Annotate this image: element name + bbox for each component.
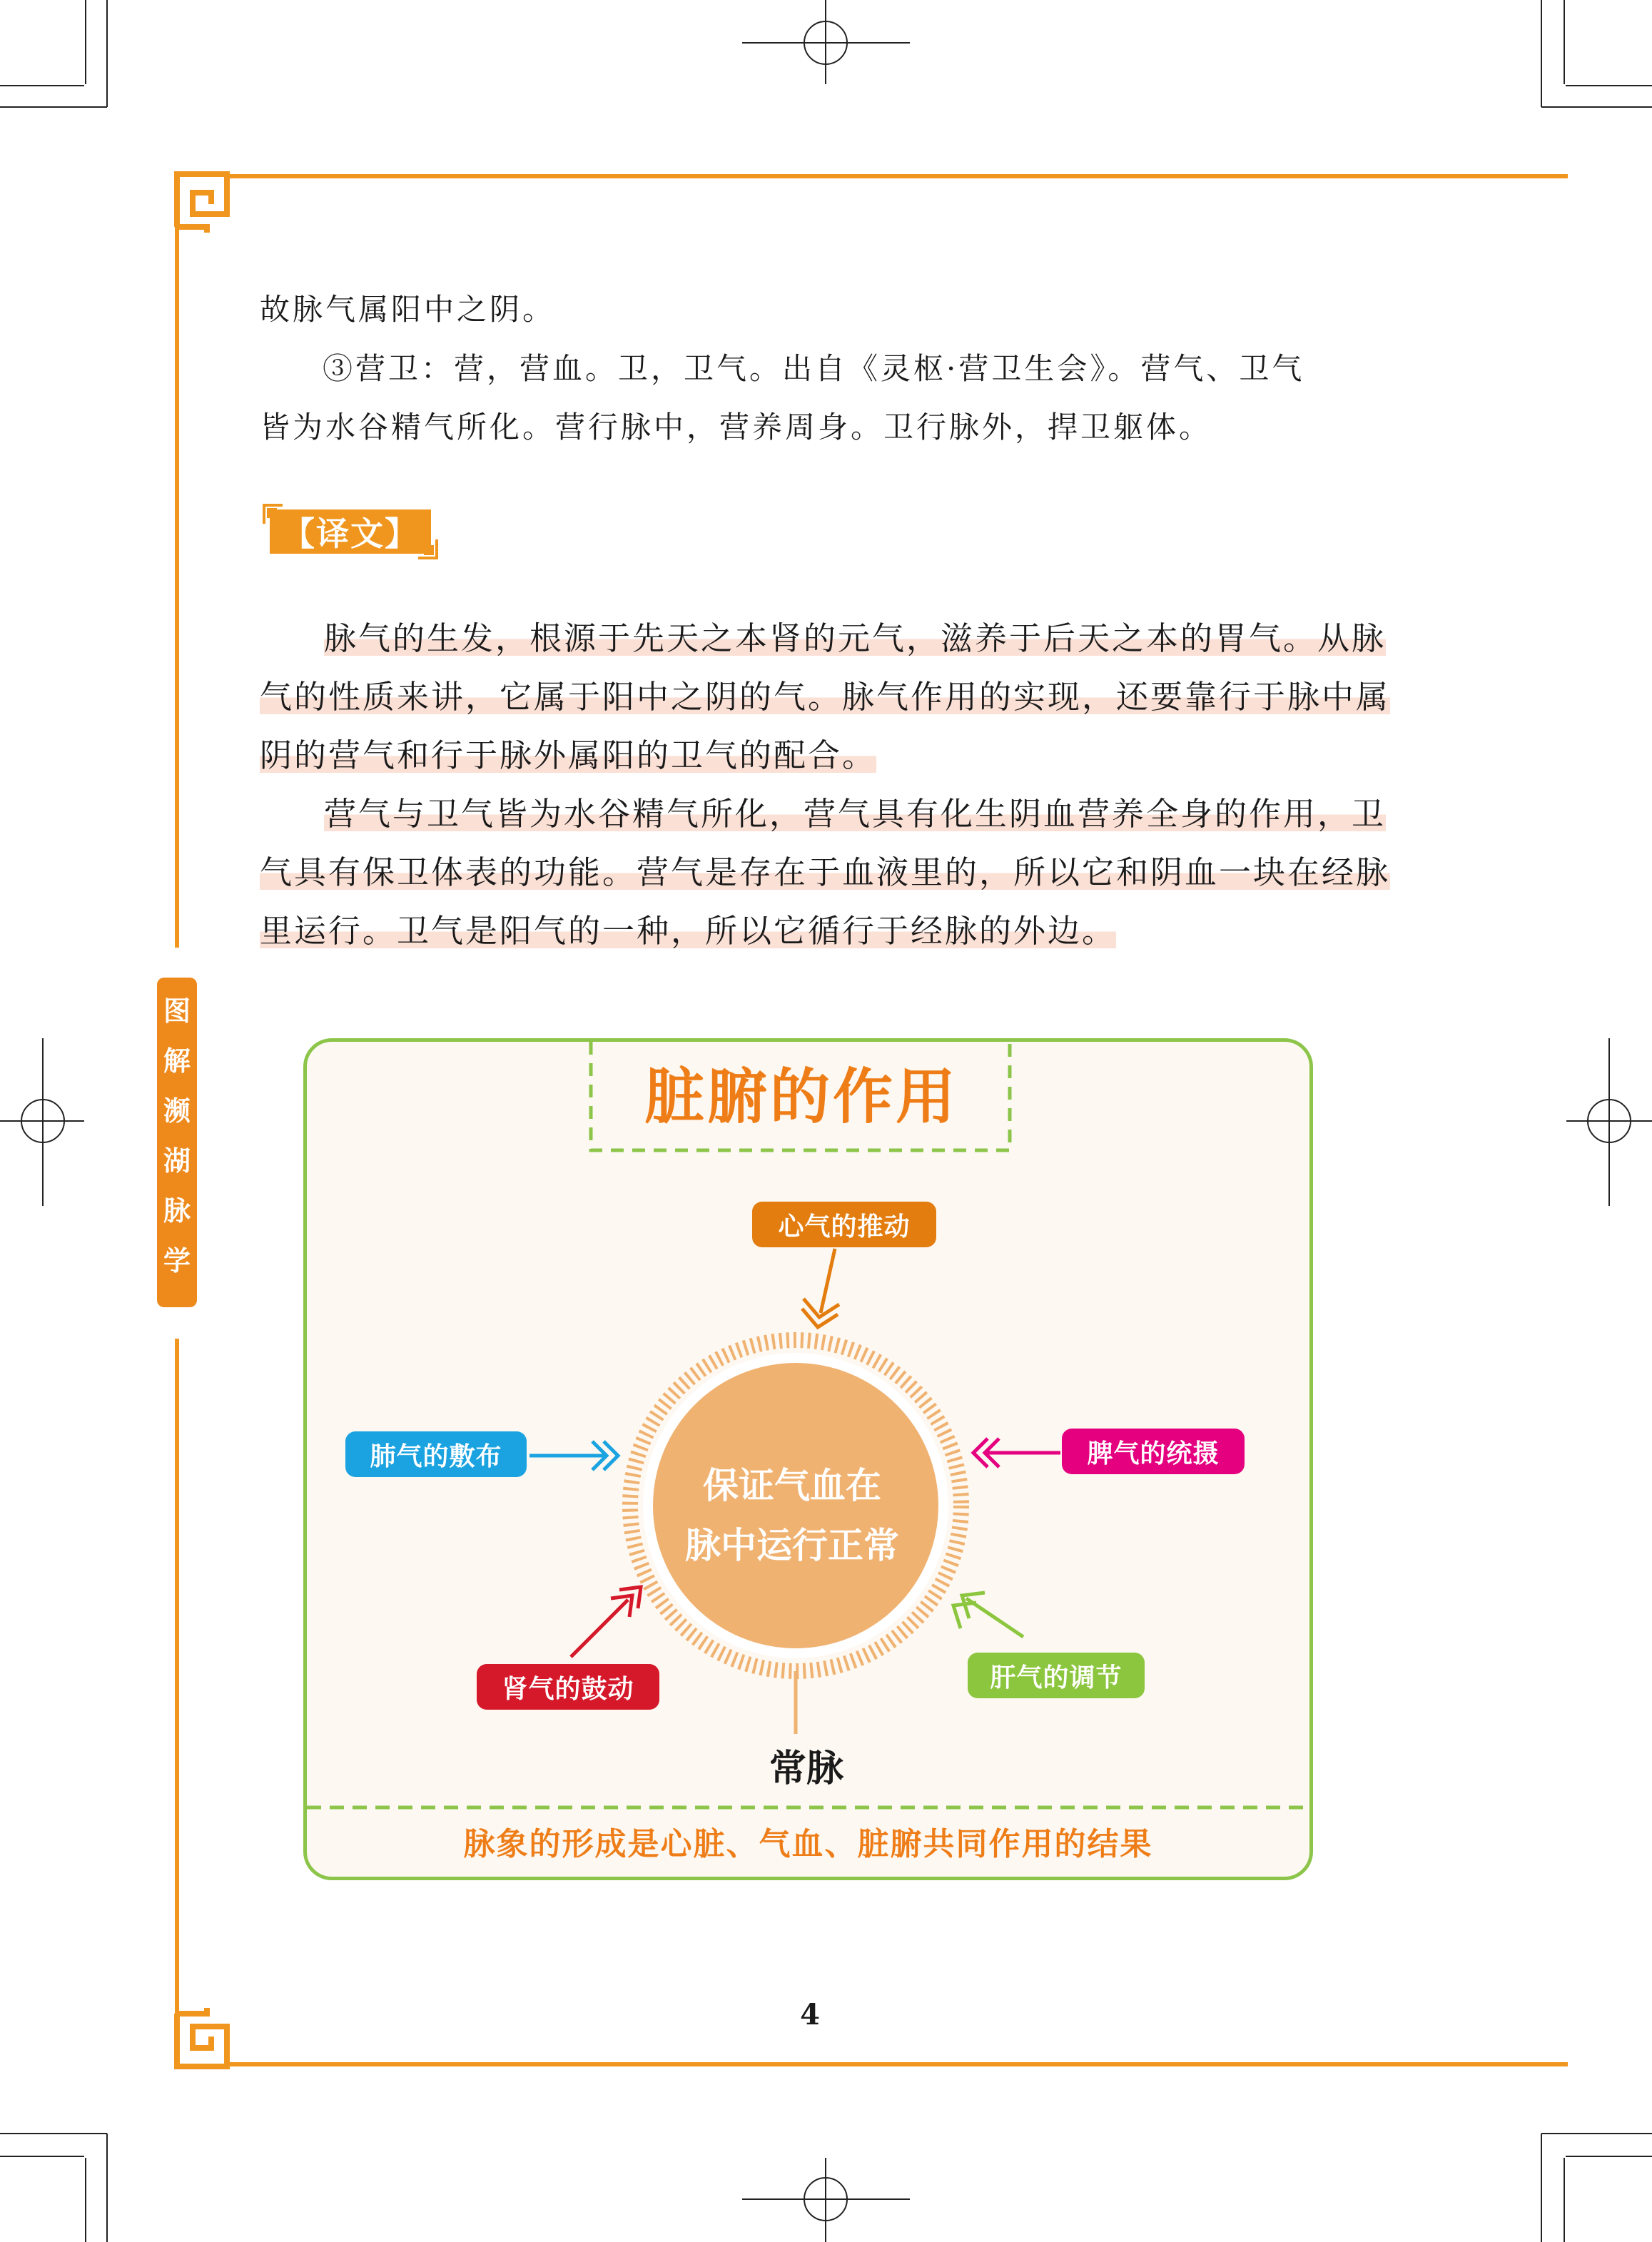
heart-qi-label: 心气的推动	[752, 1202, 936, 1247]
lung-qi-label: 肺气的敷布	[345, 1431, 527, 1477]
annotation-line: 故脉气属阳中之阴。	[260, 292, 556, 327]
spleen-arrow	[973, 1439, 1060, 1467]
center-label-line: 脉中运行正常	[685, 1525, 899, 1566]
side-tab-char: 濒	[163, 1095, 191, 1127]
liver-qi-label: 肝气的调节	[968, 1653, 1145, 1698]
diagram-title: 脏腑的作用	[644, 1062, 958, 1132]
section-label: 【译文】	[282, 514, 419, 553]
side-tab-char: 解	[163, 1045, 191, 1077]
highlighted-text: 阴的营气和行于脉外属阳的卫气的配合。	[260, 736, 877, 774]
diagram-summary: 脉象的形成是心脏、气血、脏腑共同作用的结果	[463, 1826, 1153, 1862]
highlighted-text: 脉气的生发，根源于先天之本肾的元气，滋养于后天之本的胃气。从脉	[324, 619, 1387, 657]
liver-arrow	[953, 1593, 1023, 1637]
annotation-line: ③营卫：营，营血。卫，卫气。出自《灵枢·营卫生会》。营气、卫气	[323, 351, 1305, 386]
center-label-line: 保证气血在	[703, 1465, 881, 1506]
highlighted-text: 气的性质来讲，它属于阳中之阴的气。脉气作用的实现，还要靠行于脉中属	[260, 678, 1391, 716]
side-tab-char: 湖	[163, 1145, 191, 1177]
center-label	[646, 1456, 938, 1576]
kidney-qi-label: 肾气的鼓动	[477, 1664, 659, 1710]
output-label: 常脉	[769, 1748, 843, 1790]
side-tab-char: 脉	[163, 1194, 191, 1227]
side-tab-char: 学	[163, 1244, 191, 1277]
highlighted-text: 营气与卫气皆为水谷精气所化，营气具有化生阴血营养全身的作用，卫	[324, 795, 1387, 833]
annotation-line: 皆为水谷精气所化。营行脉中，营养周身。卫行脉外，捍卫躯体。	[260, 410, 1212, 445]
side-tab-char: 图	[163, 995, 191, 1027]
kidney-arrow	[571, 1587, 641, 1657]
highlighted-text: 气具有保卫体表的功能。营气是存在于血液里的，所以它和阴血一块在经脉	[260, 853, 1391, 891]
highlighted-text: 里运行。卫气是阳气的一种，所以它循行于经脉的外边。	[260, 912, 1117, 950]
heart-arrow	[802, 1249, 839, 1327]
spleen-qi-label: 脾气的统摄	[1062, 1429, 1245, 1474]
lung-arrow	[529, 1441, 618, 1470]
page-number: 4	[800, 1998, 820, 2032]
